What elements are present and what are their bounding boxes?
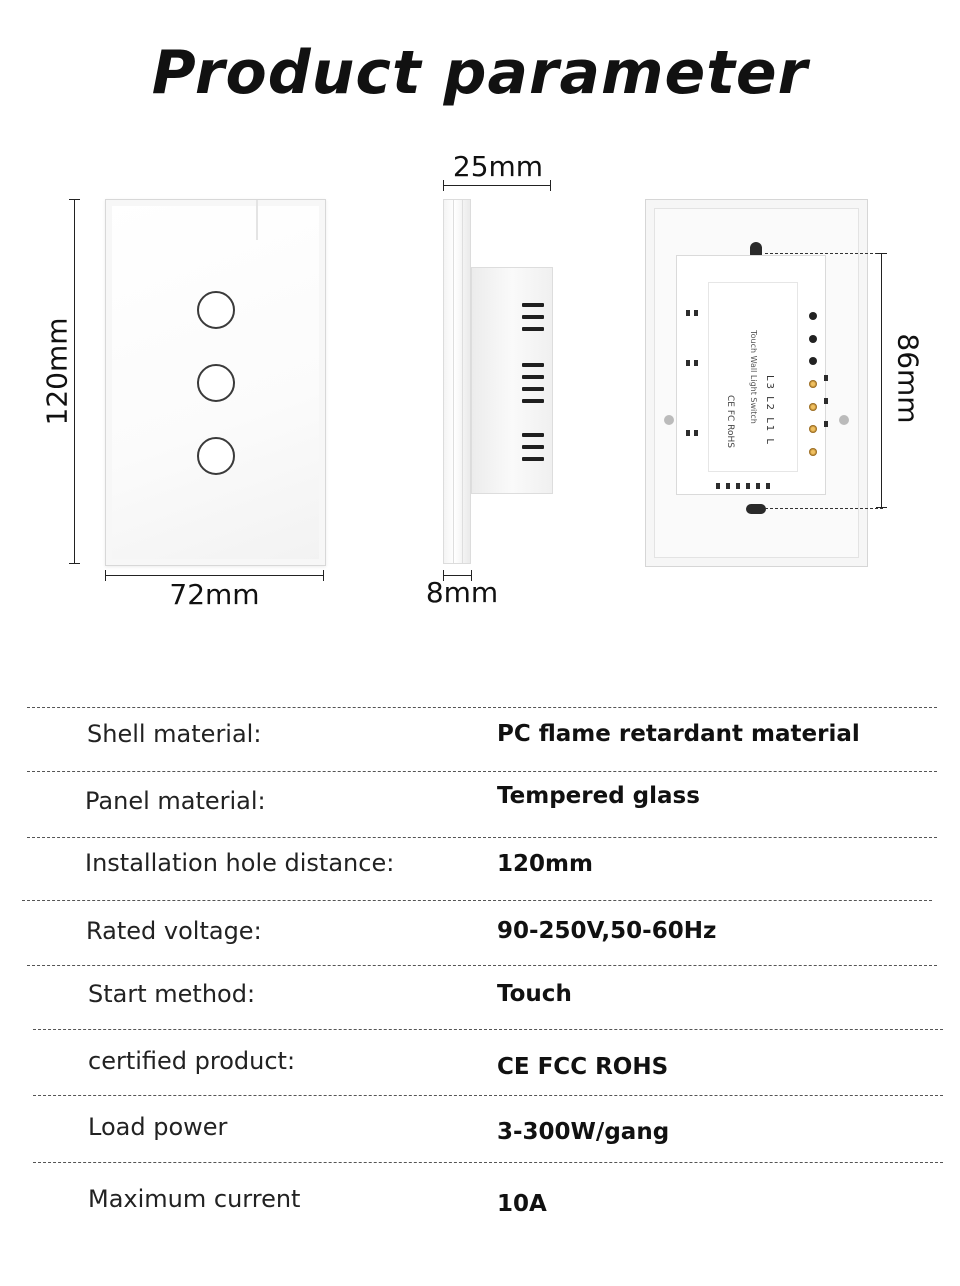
mount-hole-bottom xyxy=(746,504,766,514)
certification-marks: CE FC RoHS xyxy=(725,395,735,448)
touch-button-3 xyxy=(197,437,235,475)
front-glass-panel xyxy=(105,199,326,566)
back-height-label: 86mm xyxy=(891,333,925,424)
plate-thickness-label: 8mm xyxy=(425,576,499,609)
back-height-lead-top xyxy=(765,253,883,254)
spec-label-maximum-current: Maximum current xyxy=(88,1185,301,1213)
touch-button-1 xyxy=(197,291,235,329)
glass-sheen xyxy=(256,200,258,240)
height-dimension-line xyxy=(74,199,75,564)
height-dimension-cap-bottom xyxy=(69,563,80,564)
touch-button-2 xyxy=(197,364,235,402)
spec-label-start-method: Start method: xyxy=(88,980,256,1008)
depth-dimension-line xyxy=(443,185,551,186)
spec-label-shell-material: Shell material: xyxy=(87,720,262,748)
depth-dimension-cap-right xyxy=(550,180,551,191)
spec-label-installation-hole-distance: Installation hole distance: xyxy=(85,849,395,877)
row-separator xyxy=(33,1029,943,1030)
spec-label-certified-product: certified product: xyxy=(88,1047,296,1075)
back-height-lead-bottom xyxy=(765,508,883,509)
spec-value-load-power: 3-300W/gang xyxy=(497,1119,670,1145)
spec-value-shell-material: PC flame retardant material xyxy=(497,721,860,747)
side-view xyxy=(443,199,553,564)
width-label: 72mm xyxy=(169,578,260,611)
spec-value-installation-hole-distance: 120mm xyxy=(497,851,593,877)
width-dimension-line xyxy=(105,575,324,576)
spec-label-load-power: Load power xyxy=(88,1113,228,1141)
spec-value-panel-material: Tempered glass xyxy=(497,783,700,809)
back-view xyxy=(645,199,868,567)
spec-label-panel-material: Panel material: xyxy=(85,787,266,815)
row-separator xyxy=(33,1095,943,1096)
depth-label: 25mm xyxy=(452,150,544,183)
spec-value-start-method: Touch xyxy=(497,981,572,1007)
row-separator xyxy=(27,965,937,966)
depth-dimension-cap-left xyxy=(443,180,444,191)
page-title: Product parameter xyxy=(151,38,809,108)
row-separator xyxy=(22,900,932,901)
spec-value-rated-voltage: 90-250V,50-60Hz xyxy=(497,918,717,944)
back-label xyxy=(708,282,798,472)
height-dimension-cap-top xyxy=(69,199,80,200)
row-separator xyxy=(33,1162,943,1163)
height-label: 120mm xyxy=(40,317,74,426)
terminal-labels: L3 L2 L1 L xyxy=(764,375,775,446)
back-label-text: Touch Wall Light Switch xyxy=(749,330,758,424)
spec-label-rated-voltage: Rated voltage: xyxy=(86,917,262,945)
side-body xyxy=(471,267,553,494)
spec-value-certified-product: CE FCC ROHS xyxy=(497,1054,669,1080)
spec-value-maximum-current: 10A xyxy=(497,1191,547,1217)
back-height-dimension-line xyxy=(881,253,882,508)
side-plate xyxy=(443,199,471,564)
row-separator xyxy=(27,707,937,708)
row-separator xyxy=(27,771,937,772)
row-separator xyxy=(27,837,937,838)
